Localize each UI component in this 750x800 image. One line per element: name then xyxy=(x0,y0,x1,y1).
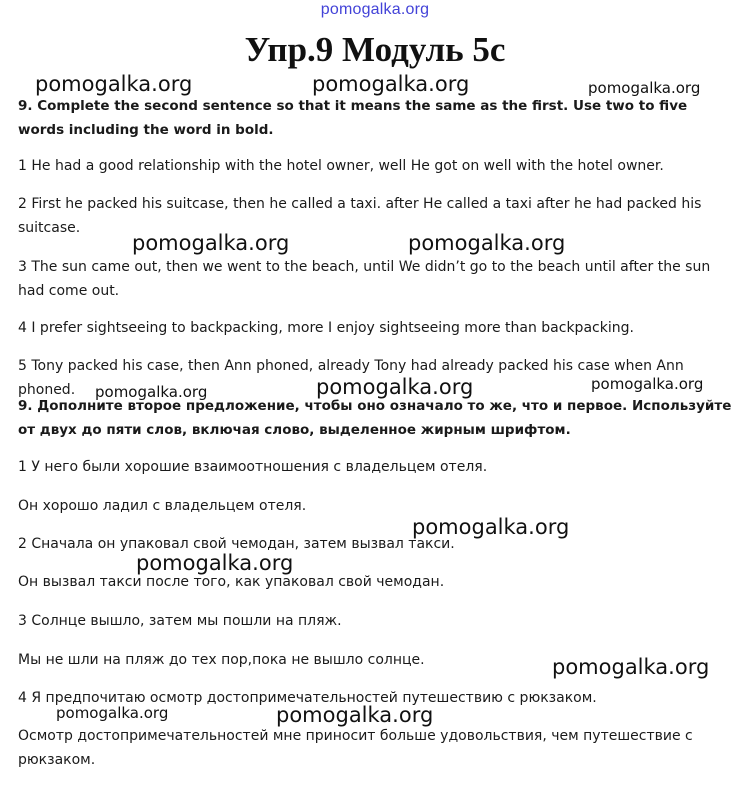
watermark: pomogalka.org xyxy=(316,375,474,399)
site-link[interactable]: pomogalka.org xyxy=(320,1,430,18)
russian-line-5: 3 Солнце вышло, затем мы пошли на пляж. xyxy=(18,613,342,629)
watermark: pomogalka.org xyxy=(276,703,434,727)
russian-line-4: Он вызвал такси после того, как упаковал свой чемодан. xyxy=(18,574,445,590)
watermark: pomogalka.org xyxy=(132,231,290,255)
english-item-3: 3 The sun came out, then we went to the beach, until We didn’t go to the beach until after the sun had come out. xyxy=(18,259,711,299)
russian-line-8: Осмотр достопримечательностей мне приносит больше удовольствия, чем путешествие с рюкзаком. xyxy=(18,728,693,768)
russian-line-7: 4 Я предпочитаю осмотр достопримечательностей путешествию с рюкзаком. xyxy=(18,690,597,706)
watermark: pomogalka.org xyxy=(412,515,570,539)
watermark: pomogalka.org xyxy=(95,383,208,401)
watermark: pomogalka.org xyxy=(588,79,701,97)
english-instruction: 9. Complete the second sentence so that it means the same as the first. Use two to five words including the word in bold. xyxy=(18,98,688,138)
russian-instruction: 9. Дополните второе предложение, чтобы оно означало то же, что и первое. Используйте от двух до пяти слов, включая слово, выделенное жирным шрифтом. xyxy=(18,398,732,438)
watermark: pomogalka.org xyxy=(591,375,704,393)
watermark: pomogalka.org xyxy=(552,655,710,679)
watermark: pomogalka.org xyxy=(408,231,566,255)
english-item-1: 1 He had a good relationship with the hotel owner, well He got on well with the hotel owner. xyxy=(18,158,664,174)
english-item-5: 5 Tony packed his case, then Ann phoned, already Tony had already packed his case when Ann phoned. xyxy=(18,358,684,398)
english-item-4: 4 I prefer sightseeing to backpacking, more I enjoy sightseeing more than backpacking. xyxy=(18,320,634,336)
watermark: pomogalka.org xyxy=(312,72,470,96)
page-title: Упр.9 Модуль 5c xyxy=(244,30,506,69)
russian-line-3: 2 Сначала он упаковал свой чемодан, затем вызвал такси. xyxy=(18,536,455,552)
english-item-2: 2 First he packed his suitcase, then he called a taxi. after He called a taxi after he had packed his suitcase. xyxy=(18,196,702,236)
russian-line-6: Мы не шли на пляж до тех пор,пока не вышло солнце. xyxy=(18,652,425,668)
watermark: pomogalka.org xyxy=(56,704,169,722)
watermark: pomogalka.org xyxy=(35,72,193,96)
watermark: pomogalka.org xyxy=(136,551,294,575)
russian-line-1: 1 У него были хорошие взаимоотношения с владельцем отеля. xyxy=(18,459,488,475)
russian-line-2: Он хорошо ладил с владельцем отеля. xyxy=(18,498,307,514)
